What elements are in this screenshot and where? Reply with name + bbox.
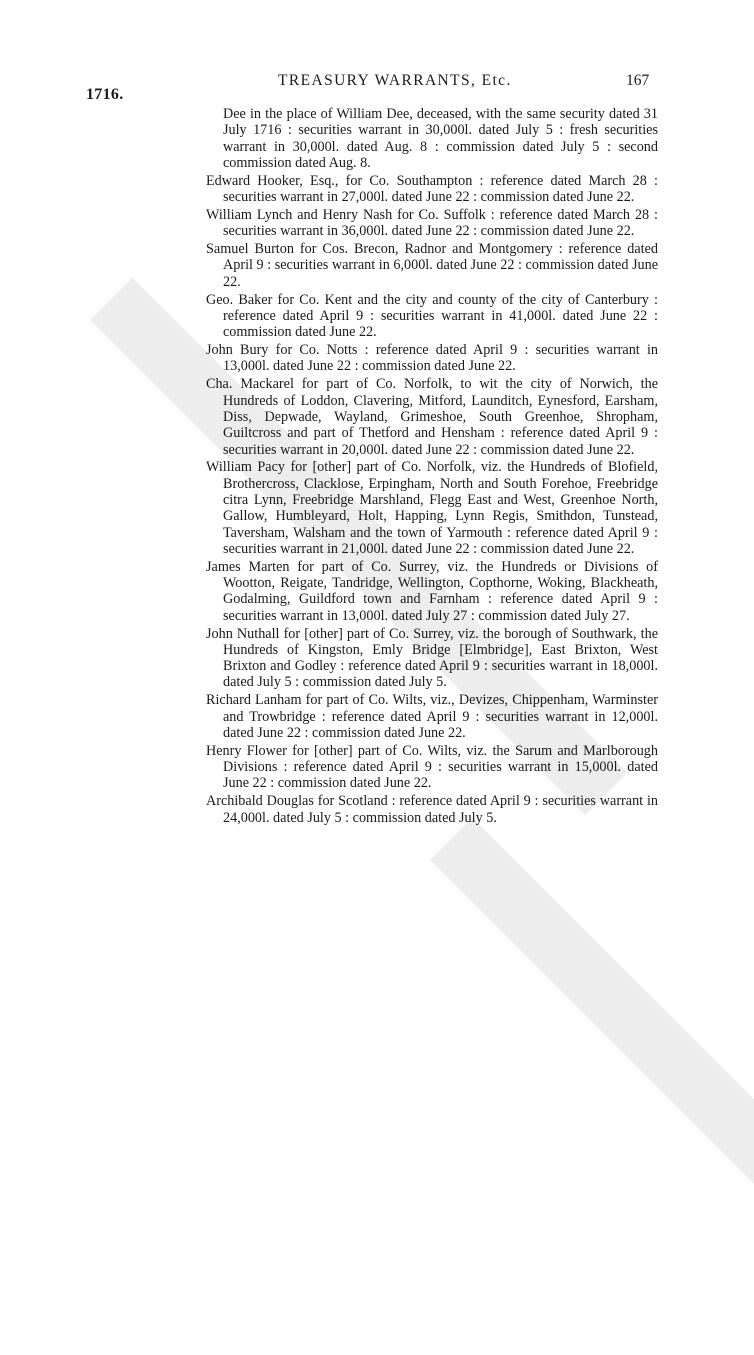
warrant-entry: Richard Lanham for part of Co. Wilts, viz., Devizes, Chippenham, Warminster and Trowbridge : reference dated April 9 : securities warrant in 12,000l. dated June 22 : commission dated June 22.: [206, 692, 658, 741]
warrant-entry: John Nuthall for [other] part of Co. Surrey, viz. the borough of Southwark, the Hundreds of Kingston, Emly Bridge [Elmbridge], East Brixton, West Brixton and Godley : reference dated April 9 : securities warrant in 18,000l. dated July 5 : commission dated July 5.: [206, 625, 658, 691]
warrant-entry: Dee in the place of William Dee, deceased, with the same security dated 31 July 1716 : securities warrant in 30,000l. dated July 5 : fresh securities warrant in 30,000l. dated Aug. 8 : commission dated July 5 : second commission dated Aug. 8.: [223, 106, 658, 171]
warrant-entry: Geo. Baker for Co. Kent and the city and county of the city of Canterbury : reference dated April 9 : securities warrant in 41,000l. dated June 22 : commission dated June 22.: [206, 291, 658, 341]
margin-year: 1716.: [86, 86, 124, 103]
warrant-entry: Henry Flower for [other] part of Co. Wilts, viz. the Sarum and Marlborough Divisions : reference dated April 9 : securities warrant in 15,000l. dated June 22 : commission dated June 22.: [206, 742, 658, 792]
page-body: [206, 106, 658, 827]
warrant-entry: James Marten for part of Co. Surrey, viz. the Hundreds or Divisions of Wootton, Reigate, Tandridge, Wellington, Copthorne, Woking, Blackheath, Godalming, Guildford town and Farnham : reference dated April 9 : securities warrant in 13,000l. dated July 27 : commission dated July 27.: [206, 558, 658, 624]
page-number: 167: [626, 72, 650, 89]
running-title: TREASURY WARRANTS, Etc.: [278, 72, 512, 89]
warrant-entry: Archibald Douglas for Scotland : reference dated April 9 : securities warrant in 24,000l. dated July 5 : commission dated July 5.: [206, 793, 658, 826]
warrant-entry: William Pacy for [other] part of Co. Norfolk, viz. the Hundreds of Blofield, Brothercross, Clacklose, Erpingham, North and South Forehoe, Freebridge citra Lynn, Freebridge Marshland, Flegg East and West, Greenhoe North, Gallow, Humbleyard, Holt, Happing, Lynn Regis, Smithdon, Tunstead, Taversham, Walsham and the town of Yarmouth : reference dated April 9 : securities warrant in 21,000l. dated June 22 : commission dated June 22.: [206, 459, 658, 557]
warrant-entry: John Bury for Co. Notts : reference dated April 9 : securities warrant in 13,000l. dated June 22 : commission dated June 22.: [206, 342, 658, 375]
warrant-entry: Cha. Mackarel for part of Co. Norfolk, to wit the city of Norwich, the Hundreds of Loddon, Clavering, Mitford, Launditch, Eynesford, Earsham, Diss, Depwade, Wayland, Grimeshoe, South Greenhoe, Shropham, Guiltcross and part of Thetford and Hensham : reference dated April 9 : securities warrant in 20,000l. dated June 22 : commission dated June 22.: [206, 376, 658, 458]
warrant-entry: Edward Hooker, Esq., for Co. Southampton : reference dated March 28 : securities warrant in 27,000l. dated June 22 : commission dated June 22.: [206, 172, 658, 206]
warrant-entry: William Lynch and Henry Nash for Co. Suffolk : reference dated March 28 : securities warrant in 36,000l. dated June 22 : commission dated June 22.: [206, 206, 658, 240]
warrant-entry: Samuel Burton for Cos. Brecon, Radnor and Montgomery : reference dated April 9 : securities warrant in 6,000l. dated June 22 : commission dated June 22.: [206, 241, 658, 290]
